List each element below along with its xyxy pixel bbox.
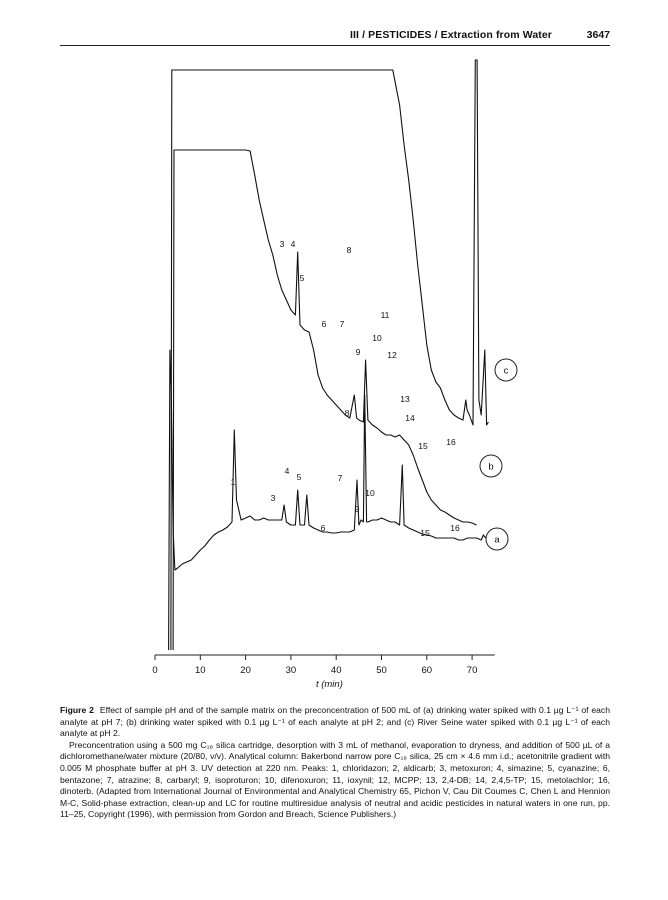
peak-label-c: 16 [446,437,456,447]
trace-b [173,150,477,650]
peak-label-a: 15 [420,528,430,538]
trace-label-a: a [494,534,500,546]
x-tick-label: 50 [376,665,387,676]
section-title: III / PESTICIDES / Extraction from Water [350,29,552,41]
x-tick-label: 70 [466,665,478,676]
peak-label-a: 16 [450,523,460,533]
caption-text: Effect of sample pH and of the sample matrix on the preconcentration of 500 mL of (a) drinking water spiked with 0.1 µg L⁻¹ of each analyte at pH 7; (b) drinking water spiked with 0.1 µg L⁻¹ of each analyte at pH 2; and (c) River Seine water spiked with 0.1 µg L⁻¹ of each analyte at pH 2. [60,705,610,739]
trace-label-c: c [503,365,509,377]
peak-label-c: 8 [346,245,352,255]
x-tick-label: 0 [152,665,158,676]
peak-label-a: 6 [320,523,326,533]
peak-label-a: 8 [344,408,350,418]
peak-label-a: 4 [284,466,290,476]
trace-label-b: b [488,461,494,473]
figure-caption [60,705,610,821]
peak-label-c: 11 [380,310,390,320]
peak-label-c: 14 [405,413,415,423]
x-tick-label: 40 [330,665,342,676]
peak-label-c: 5 [299,273,305,283]
peak-label-c: 9 [355,347,361,357]
peak-label-c: 6 [321,319,327,329]
peak-label-c: 12 [387,350,397,360]
figure-label: Figure 2 [60,705,94,715]
peak-label-c: 10 [372,333,382,343]
x-tick-label: 60 [421,665,433,676]
peak-label-c: 3 [279,239,285,249]
trace-c [171,60,489,650]
peak-label-a: 5 [296,472,302,482]
peak-label-c: 13 [400,394,410,404]
x-tick-label: 10 [195,665,206,676]
x-axis-title: t (min) [315,679,343,690]
peak-label-a: 10 [365,488,375,498]
x-tick-label: 20 [240,665,251,676]
x-tick-label: 30 [285,665,297,676]
peak-label-a: 3 [270,493,276,503]
peak-label-a: 7 [337,473,343,483]
peak-label-c: 15 [418,441,428,451]
peak-label-c: 4 [290,239,296,249]
peak-label-c: 7 [339,319,345,329]
peak-label-a: 1 [230,477,236,487]
caption-details: Preconcentration using a 500 mg C₁₈ silica cartridge, desorption with 3 mL of methanol, evaporation to dryness, and addition of 500 µL of a dichloromethane/water mixture (20/80, v/v). Analytical column: Bakerbond narrow pore C₁₈ silica, 25 cm × 4.6 mm i.d.; acetonitrile gradient with 0.005 M phosphate buffer at pH 3. UV detection at 220 nm. Peaks: 1, chloridazon; 2, aldicarb; 3, metoxuron; 4, simazine; 5, cyanazine; 6, bentazone; 7, atrazine; 8, carbaryl; 9, isoproturon; 10, difenoxuron; 11, ioxynil; 12, MCPP; 13, 2,4-DB; 14, 2,4,5-TP; 15, metolachlor; 16, dinoterb. (Adapted from International Journal of Environmental and Analytical Chemistry 65, Pichon V, Cau Dit Coumes C, Chen L and Hennion M-C, Solid-phase extraction, clean-up and LC for routine multiresidue analysis of neutral and acidic pesticides in natural waters in one run, pp. 11–25, Copyright (1996), with permission from Gordon and Breach, Science Publishers.) [60,739,610,820]
peak-label-a: 9 [354,504,360,514]
page-number: 3647 [586,29,610,41]
